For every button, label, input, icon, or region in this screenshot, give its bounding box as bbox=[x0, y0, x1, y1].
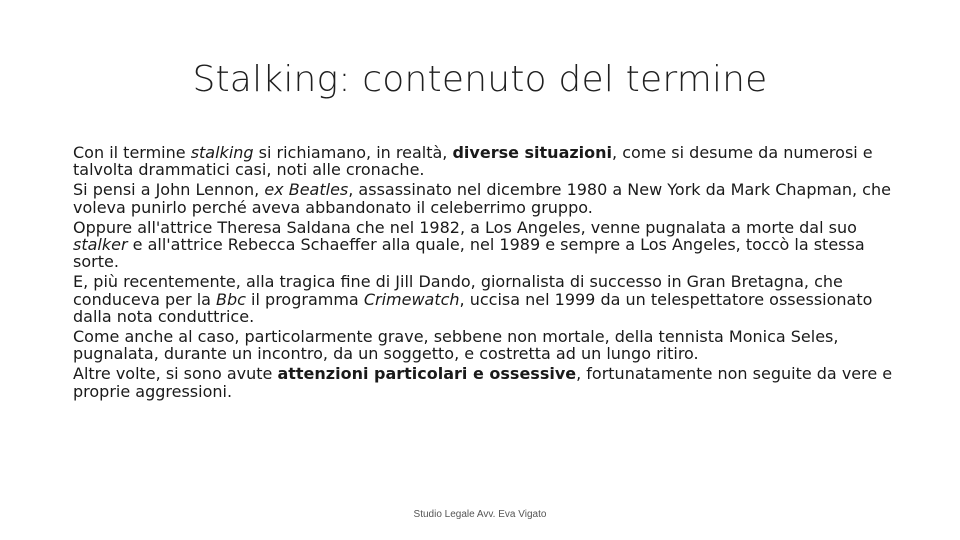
text-span: Oppure all'attrice Theresa Saldana che nel 1982, a Los Angeles, venne pugnalata a morte dal suo bbox=[73, 217, 857, 237]
bold-term: diverse situazioni bbox=[452, 143, 613, 162]
italic-term: Crimewatch bbox=[363, 289, 460, 309]
text-span: E, più recentemente, alla tragica fine di Jill Dando, giornalista di successo in Gran Bretagna, che conduceva per la bbox=[73, 272, 843, 309]
text-span: Altre volte, si sono avute bbox=[73, 364, 278, 384]
slide-body bbox=[73, 144, 893, 403]
text-span: , come si desume da numerosi e talvolta drammatici casi, noti alle cronache. bbox=[73, 143, 873, 180]
paragraph-obsessive-attentions bbox=[73, 365, 893, 400]
slide-footer: Studio Legale Avv. Eva Vigato bbox=[413, 509, 547, 520]
paragraph-monica-seles bbox=[73, 328, 893, 363]
text-span: e all'attrice Rebecca Schaeffer alla quale, nel 1989 e sempre a Los Angeles, toccò la stessa sorte. bbox=[73, 235, 865, 272]
text-span: , uccisa nel 1999 da un telespettatore ossessionato dalla nota conduttrice. bbox=[73, 289, 873, 327]
text-span: , fortunatamente non seguite da vere e proprie aggressioni. bbox=[73, 364, 893, 401]
italic-term: stalker bbox=[73, 235, 128, 255]
text-span: Come anche al caso, particolarmente grave, sebbene non mortale, della tennista Monica Seles, pugnalata, durante un incontro, da un soggetto, e costretta ad un lungo ritiro. bbox=[73, 327, 839, 364]
italic-term: Bbc bbox=[216, 289, 246, 309]
paragraph-jill-dando bbox=[73, 273, 893, 325]
italic-term: stalking bbox=[190, 143, 254, 162]
text-span: Con il termine bbox=[73, 143, 191, 162]
paragraph-stalking-definition bbox=[73, 144, 893, 179]
text-span: si richiamano, in realtà, bbox=[253, 143, 453, 162]
italic-term: ex Beatles bbox=[264, 180, 349, 200]
paragraph-saldana-schaeffer bbox=[73, 219, 893, 271]
bold-term: attenzioni particolari e ossessive bbox=[277, 364, 577, 384]
text-span: Si pensi a John Lennon, bbox=[73, 180, 265, 200]
text-span: , assassinato nel dicembre 1980 a New York da Mark Chapman, che voleva punirlo perché aveva abbandonato il celeberrimo gruppo. bbox=[73, 180, 891, 217]
slide-title: Stalking: contenuto del termine bbox=[192, 59, 768, 100]
paragraph-john-lennon bbox=[73, 181, 893, 216]
text-span: il programma bbox=[245, 289, 364, 309]
